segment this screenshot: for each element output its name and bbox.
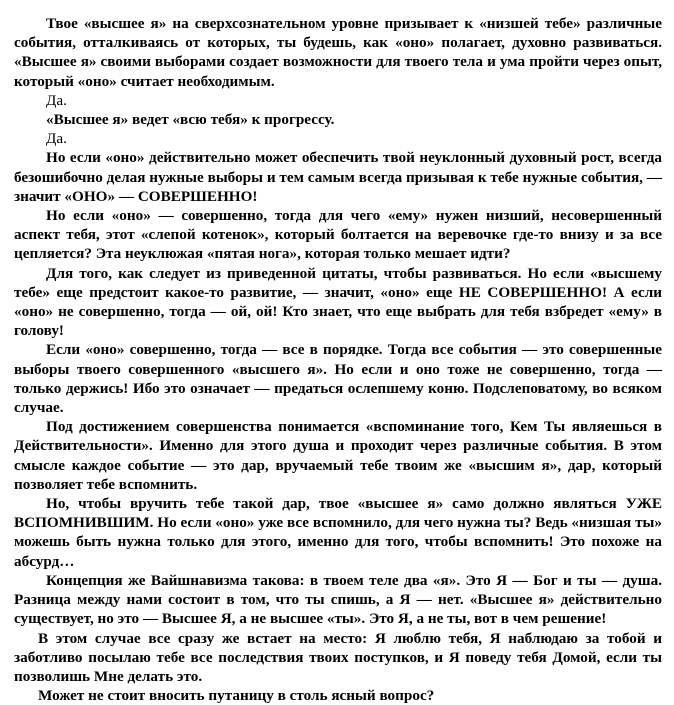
paragraph-absurd: Но, чтобы вручить тебе такой дар, твое «высшее я» само должно являться УЖЕ ВСПОМНИВШИМ. Но если «оно» уже все вспомнило, для чего нужна ты? Ведь «низшая ты» можешь быть нужна только для этого, именно для того, чтобы вспомнить! Это похоже на абсурд… bbox=[14, 495, 662, 570]
paragraph-progress: «Высшее я» ведет «всю тебя» к прогрессу. bbox=[46, 111, 335, 129]
paragraph-higher-self-events: Твое «высшее я» на сверхсознательном уровне призывает к «низшей тебе» различные события, отталкиваясь от которых, ты будешь, как «оно» полагает, духовно развиваться. «Высшее я» своими выборами создает возможности для твоего тела и ума пройти через опыт, который «оно» считает необходимым. bbox=[14, 15, 662, 90]
paragraph-not-perfect: Для того, как следует из приведенной цитаты, чтобы развиваться. Но если «высшему тебе» еще предстоит какое-то развитие, — значит, «оно» еще НЕ СОВЕРШЕННО! А если «оно» не совершенно, тогда — ой, ой! Кто знает, что еще выбрать для тебя взбредет «ему» в голову! bbox=[14, 264, 662, 340]
paragraph-question: Может не стоит вносить путаницу в столь ясный вопрос? bbox=[38, 687, 435, 705]
paragraph-remembering: Под достижением совершенства понимается «вспоминание того, Кем Ты являешься в Действительности». Именно для этого душа и проходит через различные события. В этом смысле каждое событие — это дар, вручаемый тебе твоим же «высшим я», дар, который позволяет тебе вспомнить. bbox=[14, 418, 662, 493]
reply-yes-1: Да. bbox=[46, 91, 67, 109]
paragraph-home: В этом случае все сразу же встает на место: Я люблю тебя, Я наблюдаю за тобой и заботливо посылаю тебе все последствия твоих поступков, и Я поведу тебя Домой, если ты позволишь Мне делать это. bbox=[14, 629, 662, 685]
paragraph-blind-horse: Если «оно» совершенно, тогда — все в порядке. Тогда все события — это совершенные выборы твоего совершенного «высшего я». Но если и оно тоже не совершенно, тогда — только держись! Ибо это означает — предаться ослепшему коню. Подслеповатому, во всяком случае. bbox=[14, 341, 662, 417]
reply-yes-2: Да. bbox=[46, 130, 67, 148]
paragraph-blind-kitten: Но если «оно» — совершенно, тогда для чего «ему» нужен низший, несовершенный аспект тебя, этот «слепой котенок», который болтается на веревочке где-то внизу и за все цепляется? Эта неуклюжая «пятая нога», которая только мешает идти? bbox=[14, 207, 662, 263]
paragraph-perfect: Но если «оно» действительно может обеспечить твой неуклонный духовный рост, всегда безошибочно делая нужные выборы и тем самым всегда призывая к тебе нужные события, — значит «ОНО» — СОВЕРШЕННО! bbox=[14, 149, 662, 205]
paragraph-vaishnavism: Концепция же Вайшнавизма такова: в твоем теле два «я». Это Я — Бог и ты — душа. Разница между нами состоит в том, что ты спишь, а Я — нет. «Высшее я» действительно существует, но это — Высшее Я, а не высшее «ты». Это Я, а не ты, вот в чем решение! bbox=[14, 571, 662, 628]
